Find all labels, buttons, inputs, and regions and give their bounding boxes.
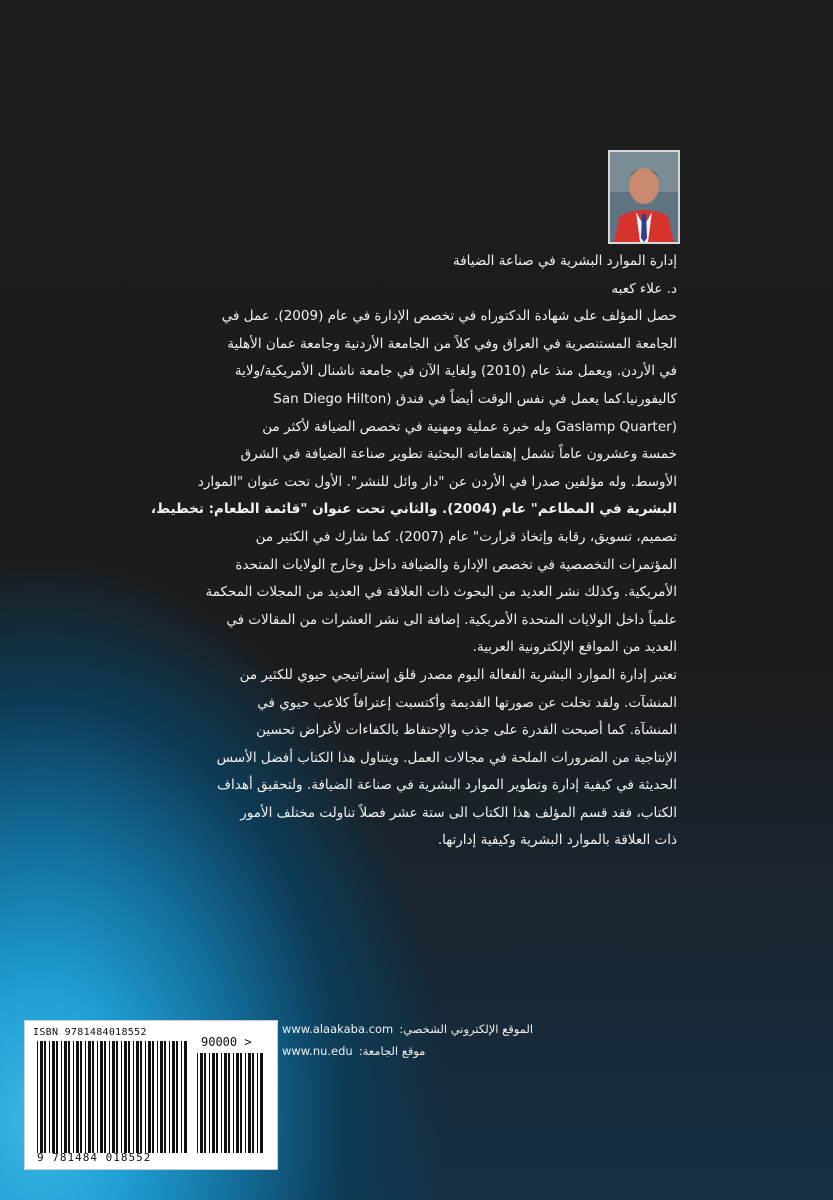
university-site-label: موقع الجامعة: [358, 1044, 426, 1058]
bio-line: في الأردن. ويعمل منذ عام (2010) ولغاية الآن في جامعة ناشنال الأمريكية/ولاية [234, 363, 677, 380]
contact-links [282, 1018, 544, 1062]
bio-line: الجامعة المستنصرية في العراق وفي كلاً من الجامعة الأردنية وجامعة عمان الأهلية [227, 335, 677, 352]
blurb-line: الكتاب، فقد قسم المؤلف هذا الكتاب الى ستة عشر فصلاً تناولت مختلف الأمور [240, 804, 677, 821]
bio-line: العديد من المواقع الإلكترونية العربية. [472, 639, 677, 656]
personal-site-row [282, 1018, 544, 1040]
bio-line: تصميم، تسويق، رقابة وإتخاذ قرارت" عام (2007). كما شارك في الكثير من [255, 528, 677, 545]
bio-line: حصل المؤلف على شهادة الدكتوراه في تخصص الإدارة في عام (2009). عمل في [221, 308, 677, 325]
isbn-label: ISBN 9781484018552 [33, 1027, 147, 1038]
blurb-line: الحديثة في كيفية إدارة وتطوير الموارد البشرية في صناعة الضيافة. ولتحقيق أهداف [217, 777, 677, 794]
blurb-line: تعتبر إدارة الموارد البشرية الفعالة اليوم مصدر قلق إستراتيجي حيوي للكثير من [239, 666, 677, 683]
university-site-url[interactable]: www.nu.edu [282, 1044, 353, 1058]
blurb-line: المنشآة. كما أصبحت القدرة على جذب والإحتفاظ بالكفاءات لأغراض تحسين [256, 722, 677, 739]
bio-line: (Gaslamp Quarter وله خبرة عملية ومهنية في تخصص الضيافة لأكثر من [262, 418, 677, 435]
author-name: د. علاء كعبه [611, 280, 677, 297]
isbn-barcode-icon [37, 1041, 187, 1153]
author-portrait-icon [610, 152, 678, 242]
price-code-value: 90000 [201, 1035, 238, 1049]
personal-site-label: الموقع الإلكتروني الشخصي: [399, 1022, 534, 1036]
bio-line: خمسة وعشرون عاماً تشمل إهتماماته البحثية تطوير صناعة الضيافة في الشرق [240, 446, 677, 463]
bio-line: علمياً داخل الولايات المتحدة الأمريكية. إضافة الى نشر العشرات من المقالات في [226, 611, 677, 628]
bio-line: البشرية في المطاعم" عام (2004). والثاني تحت عنوان "قائمة الطعام: تخطيط، [150, 501, 677, 518]
author-photo [608, 150, 680, 244]
bio-line: الأوسط. وله مؤلفين صدرا في الأردن عن "دار وائل للنشر". الأول تحت عنوان "الموارد [197, 473, 677, 490]
blurb-line: الإنتاجية من الضرورات الملحة في مجالات العمل. ويتناول هذا الكتاب أفضل الأسس [216, 749, 677, 766]
bio-line: المؤتمرات التخصصية في تخصص الإدارة والضيافة داخل وخارج الولايات المتحدة [235, 556, 677, 573]
blurb-line: المنشآت. ولقد تخلت عن صورتها القديمة وأكتسبت إعترافاً كلاعب حيوي في [257, 694, 677, 711]
isbn-digits: 9 781484 018552 [37, 1151, 152, 1164]
price-code [201, 1035, 252, 1049]
price-barcode-icon [197, 1053, 263, 1153]
personal-site-url[interactable]: www.alaakaba.com [282, 1022, 394, 1036]
book-title: إدارة الموارد البشرية في صناعة الضيافة [452, 253, 677, 269]
barcode-panel [24, 1020, 278, 1170]
back-cover-text [150, 248, 677, 855]
university-site-row [282, 1040, 544, 1062]
blurb-line: ذات العلاقة بالموارد البشرية وكيفية إدارتها. [437, 832, 677, 849]
price-arrow: > [244, 1035, 252, 1049]
bio-line: الأمريكية. وكذلك نشر العديد من البحوث ذات العلاقة في العديد من المجلات المحكمة [205, 584, 677, 601]
bio-line: كاليفورنيا.كما يعمل في نفس الوقت أيضاً في فندق (San Diego Hilton [273, 390, 677, 407]
